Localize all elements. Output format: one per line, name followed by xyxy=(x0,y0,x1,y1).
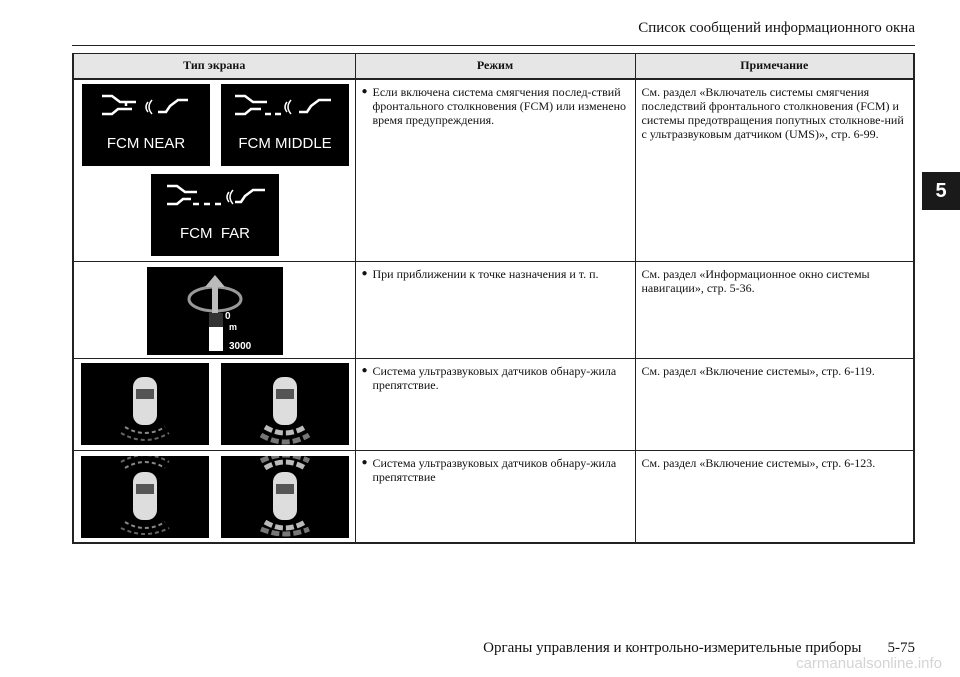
fcm-far-panel xyxy=(151,174,279,256)
table-row-sonar-full xyxy=(73,451,914,543)
mode-text: Если включена система смягчения послед-ствий фронтального столкновения (FCM) или изменено время предупреждения. xyxy=(372,84,627,127)
mode-text: Система ультразвуковых датчиков обнару-жила препятствие. xyxy=(372,364,617,392)
note-cell xyxy=(635,262,914,359)
screen-cell xyxy=(73,79,355,262)
fcm-middle-label: FCM MIDDLE xyxy=(238,134,332,152)
sensor-wave-icon xyxy=(285,100,291,114)
car-front-icon xyxy=(221,84,349,166)
screen-cell xyxy=(73,359,355,451)
note-cell xyxy=(635,451,914,543)
note-cell xyxy=(635,359,914,451)
arrow-up-icon xyxy=(205,275,225,287)
top-view-car-icon xyxy=(133,377,157,425)
table-header-row xyxy=(73,54,914,79)
mode-cell: ● Система ультразвуковых датчиков обнару-жила препятствие. xyxy=(355,359,635,451)
sonar-panel-4 xyxy=(221,456,349,538)
top-view-car-icon xyxy=(273,472,297,520)
sonar-panel-2 xyxy=(221,363,349,445)
header-screen-type: Тип экрана xyxy=(73,54,355,79)
mode-cell: ● Если включена система смягчения послед-ствий фронтального столкновения (FCM) или изменено время предупреждения. xyxy=(355,79,635,262)
table-row-sonar-rear xyxy=(73,359,914,451)
header-note: Примечание xyxy=(635,54,914,79)
header-mode: Режим xyxy=(355,54,635,79)
screen-cell xyxy=(73,262,355,359)
sonar-panel-3 xyxy=(81,456,209,538)
note-text: См. раздел «Включатель системы смягчения последствий фронтального столкновения (FCM) и системы предотвращения попутных столкнове-ний с ультразвуковым датчиком (UMS)», стр. 6-99. xyxy=(641,84,904,141)
mode-text: При приближении к точке назначения и т. п. xyxy=(372,267,599,281)
car-front-icon xyxy=(151,174,279,256)
top-view-car-icon xyxy=(273,377,297,425)
page-number: 5-75 xyxy=(887,640,915,656)
navigation-panel xyxy=(147,267,283,355)
mode-cell: ● При приближении к точке назначения и т. п. xyxy=(355,262,635,359)
note-cell xyxy=(635,79,914,262)
page-header-title: Список сообщений информационного окна xyxy=(638,20,915,36)
nav-scale: 3000 xyxy=(229,341,252,352)
sonar-panel-1 xyxy=(81,363,209,445)
header-rule xyxy=(72,45,915,46)
chapter-tab[interactable]: 5 xyxy=(922,172,960,210)
footer-text: Органы управления и контрольно-измерительные приборы xyxy=(483,640,862,656)
top-view-car-icon xyxy=(133,472,157,520)
car-front-icon xyxy=(82,84,210,166)
nav-unit: m xyxy=(229,322,238,332)
screen-cell xyxy=(73,451,355,543)
fcm-near-panel xyxy=(82,84,210,166)
note-text: См. раздел «Включение системы», стр. 6-123. xyxy=(641,456,876,470)
fcm-near-label: FCM NEAR xyxy=(106,134,186,152)
mode-text: Система ультразвуковых датчиков обнару-жила препятствие xyxy=(372,456,617,484)
watermark: carmanualsonline.info xyxy=(796,655,942,672)
mode-cell: ● Система ультразвуковых датчиков обнару-жила препятствие xyxy=(355,451,635,543)
fcm-middle-panel xyxy=(221,84,349,166)
table-row-fcm xyxy=(73,79,914,262)
sensor-wave-icon xyxy=(227,190,233,204)
nav-distance: 0 xyxy=(225,311,231,322)
fcm-far-label: FCM FAR xyxy=(180,224,250,242)
table-row-navigation xyxy=(73,262,914,359)
note-text: См. раздел «Включение системы», стр. 6-119. xyxy=(641,364,875,378)
sensor-wave-icon xyxy=(146,100,152,114)
note-text: См. раздел «Информационное окно системы навигации», стр. 5-36. xyxy=(641,267,870,295)
message-table xyxy=(72,53,915,544)
